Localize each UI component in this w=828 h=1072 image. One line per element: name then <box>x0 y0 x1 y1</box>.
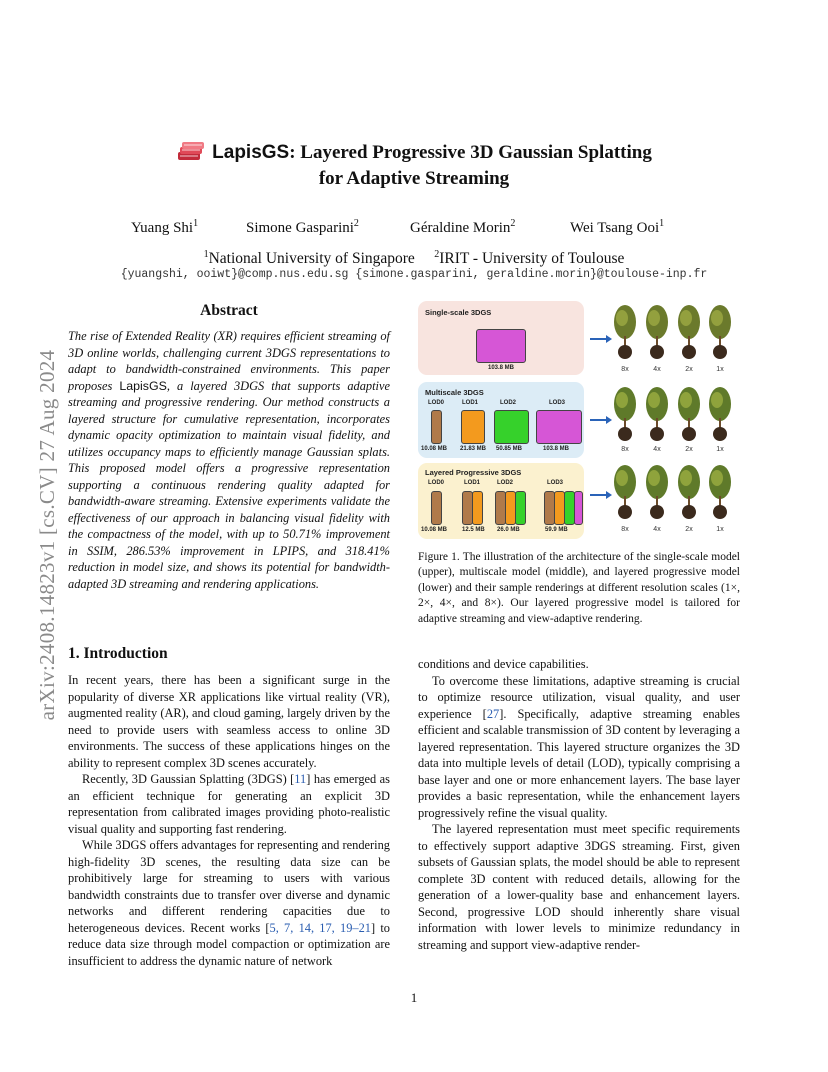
page-number: 1 <box>410 990 418 1005</box>
title-brand: LapisGS <box>212 142 290 163</box>
paragraph: To overcome these limitations, adaptive streaming is crucial to optimize resource utilization, visual quality, and user experience [27]. Specifically, adaptive streaming enables efficient and scalable transmission of 3D content by leveraging a layered representation. This layered structure organizes the 3D data into multiple levels of detail (LOD), typically comprising a base layer and one or more enhancement layers. The base layer provides a basic representation, while the enhancement layers progressively refine the visual quality. <box>418 673 740 820</box>
citation-link[interactable]: 27 <box>486 706 500 721</box>
tree-rendering-icon <box>708 460 732 520</box>
lod3-block <box>536 410 582 444</box>
panel-multiscale <box>418 382 584 458</box>
tree-rendering-icon <box>613 382 637 442</box>
lod1-block <box>461 410 485 444</box>
arrow-right-icon <box>590 494 608 496</box>
lod2-enhancement-layer <box>515 491 526 525</box>
scale-label: 2x <box>685 446 693 453</box>
model-block <box>476 329 526 363</box>
tree-rendering-icon <box>677 300 701 360</box>
affiliation: $^2$IRIT - University of Toulouse <box>434 249 625 268</box>
lod2-block <box>494 410 529 444</box>
size-label: 26.0 MB <box>497 527 520 533</box>
author: Simone Gasparini$^2$ <box>246 218 359 236</box>
title-line2: for Adaptive Streaming <box>318 168 510 189</box>
panel-title: Single-scale 3DGS <box>425 308 492 317</box>
tree-rendering-icon <box>708 300 732 360</box>
tree-rendering-icon <box>645 382 669 442</box>
affiliation: $^1$National University of Singapore <box>203 249 415 268</box>
lod-label: LOD2 <box>500 400 517 406</box>
arrow-right-icon <box>590 338 608 340</box>
size-label: 103.8 MB <box>488 365 515 371</box>
size-label: 103.8 MB <box>543 446 570 452</box>
size-label: 12.5 MB <box>462 527 485 533</box>
scale-label: 8x <box>621 446 629 453</box>
lapis-logo-icon <box>176 140 206 162</box>
affiliations <box>100 249 728 268</box>
tree-rendering-icon <box>613 300 637 360</box>
lod-label: LOD2 <box>497 480 514 486</box>
lod-label: LOD3 <box>547 480 564 486</box>
scale-label: 4x <box>653 526 661 533</box>
citation-link[interactable]: 5, 7, 14, 17, 19–21 <box>269 920 371 935</box>
size-label: 10.08 MB <box>421 527 448 533</box>
panel-single-scale <box>418 301 584 375</box>
scale-label: 8x <box>621 526 629 533</box>
abstract-body: The rise of Extended Reality (XR) requires efficient streaming of 3D online worlds, challenging current 3DGS representations to adapt to bandwidth-constrained environments. This paper proposes LapisGS, a layered 3DGS that supports adaptive streaming and progressive rendering. Our method constructs a layered structure for cumulative representation, incorporates dynamic opacity optimization to maintain visual fidelity, and utilizes occupancy maps to efficiently manage Gaussian splats. This proposed model offers a progressive representation supporting a continuous rendering quality adapted for bandwidth-aware streaming. Extensive experiments validate the effectiveness of our approach in balancing visual fidelity with the compactness of the model, with up to 50.71% improvement in SSIM, 286.53% improvement in LPIPS, and 318.41% reduction in model size, and shows its potential for bandwidth-adapted 3D streaming and rendering applications. <box>68 329 390 591</box>
section-heading-introduction: 1. Introduction <box>68 645 168 662</box>
abstract-brand: LapisGS <box>119 378 167 393</box>
lod-label: LOD0 <box>428 480 445 486</box>
scale-label: 2x <box>685 366 693 373</box>
paragraph: In recent years, there has been a significant surge in the popularity of diverse XR applications like virtual reality (VR), augmented reality (AR), and cloud gaming, largely driven by the need to provide users with seamless access to online 3D environments. The success of these applications hinges on the ability to represent complex 3D scenes accurately. <box>68 673 390 770</box>
abstract-heading: Abstract <box>200 302 258 319</box>
arxiv-identifier-stamp: arXiv:2408.14823v1 [cs.CV] 27 Aug 2024 <box>35 349 59 721</box>
paragraph: The layered representation must meet specific requirements to effectively support adaptive 3DGS streaming. First, given subsets of Gaussian splats, the model should be able to represent complete 3D content with reduced details, allowing for the generation of a lower-quality base and enhancement layers. Second, progressive LOD should inherently share visual information with lower levels to minimize redundancy in streaming and support view-adaptive render- <box>418 822 740 952</box>
scale-label: 1x <box>716 446 724 453</box>
lod3-enhancement-layer <box>574 491 583 525</box>
citation-link[interactable]: 11 <box>294 772 307 786</box>
tree-rendering-icon <box>677 382 701 442</box>
panel-layered-progressive <box>418 463 584 539</box>
author: Géraldine Morin$^2$ <box>410 218 516 236</box>
tree-rendering-icon <box>677 460 701 520</box>
title-line1: : Layered Progressive 3D Gaussian Splatting <box>289 142 652 163</box>
arrow-right-icon <box>590 419 608 421</box>
scale-label: 1x <box>716 366 724 373</box>
lod-label: LOD1 <box>462 400 479 406</box>
paragraph: Recently, 3D Gaussian Splatting (3DGS) [11] has emerged as an efficient technique for generating an explicit 3D representation from calibrated images providing photo-realistic visual quality and supporting fast rendering. <box>68 772 390 836</box>
panel-title: Layered Progressive 3DGS <box>425 468 522 477</box>
tree-rendering-icon <box>645 460 669 520</box>
introduction-column-left <box>68 672 390 969</box>
size-label: 10.08 MB <box>421 446 448 452</box>
lod0-block <box>431 410 442 444</box>
lod0-block <box>431 491 442 525</box>
introduction-column-right <box>418 656 740 953</box>
size-label: 59.9 MB <box>545 527 568 533</box>
scale-label: 1x <box>716 526 724 533</box>
author: Yuang Shi$^1$ <box>131 218 199 236</box>
author: Wei Tsang Ooi$^1$ <box>570 218 665 236</box>
size-label: 21.83 MB <box>460 446 487 452</box>
paper-title <box>120 140 708 192</box>
scale-label: 4x <box>653 366 661 373</box>
panel-title: Multiscale 3DGS <box>425 388 484 397</box>
size-label: 50.85 MB <box>496 446 523 452</box>
author-emails: {yuangshi, ooiwt}@comp.nus.edu.sg {simone.gasparini, geraldine.morin}@toulouse-inp.fr <box>120 268 708 281</box>
figure-caption: Figure 1. The illustration of the architecture of the single-scale model (upper), multiscale model (middle), and layered progressive model (lower) and their sample renderings at different resolution scales (1×, 2×, 4×, and 8×). Our layered progressive model is tailored for adaptive streaming and view-adaptive rendering. <box>418 551 740 625</box>
tree-rendering-icon <box>645 300 669 360</box>
paragraph: While 3DGS offers advantages for representing and rendering high-fidelity 3D scenes, the resulting data size can be prohibitively large for streaming to users with various bandwidth constraints due to transfer over diverse and dynamic networks and different rendering capacities due to heterogeneous devices. Recent works [5, 7, 14, 17, 19–21] to reduce data size through model compaction or optimization are insufficient to address the dynamic nature of network <box>68 838 390 968</box>
lod-label: LOD3 <box>549 400 566 406</box>
scale-label: 2x <box>685 526 693 533</box>
lod1-enhancement-layer <box>472 491 483 525</box>
lod-label: LOD0 <box>428 400 445 406</box>
lod-label: LOD1 <box>464 480 481 486</box>
tree-rendering-icon <box>613 460 637 520</box>
scale-label: 8x <box>621 366 629 373</box>
figure-1 <box>418 298 740 543</box>
paragraph: conditions and device capabilities. <box>418 657 589 671</box>
tree-rendering-icon <box>708 382 732 442</box>
scale-label: 4x <box>653 446 661 453</box>
